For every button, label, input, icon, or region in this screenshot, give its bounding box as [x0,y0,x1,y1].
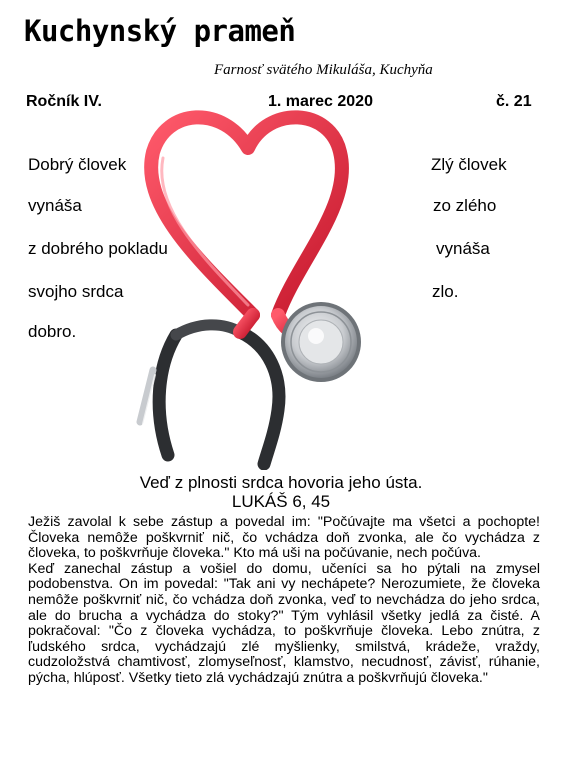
verse-right-line-3: vynáša [436,239,490,258]
verse-left-line-5: dobro. [28,322,77,341]
issue-date: 1. marec 2020 [268,93,373,110]
quote-block [0,473,562,511]
gospel-paragraph-1: Ježiš zavolal k sebe zástup a povedal im: "Počúvajte ma všetci a pochopte! Človeka nemôže poškvrniť nič, čo vchádza doň zvonka, ale čo vychádza z človeka, to poškvrňuje človeka." Kto má uši na počúvanie, nech počúva. [28,514,540,562]
verse-right-line-2: zo zlého [433,196,497,215]
volume-label: Ročník IV. [26,93,102,110]
verse-right-line-1: Zlý človek [431,155,507,174]
newsletter-title: Kuchynský prameň [24,14,296,48]
quote-reference: LUKÁŠ 6, 45 [231,492,331,511]
verse-left-line-1: Dobrý človek [28,155,127,174]
gospel-text [28,515,540,687]
parish-subtitle: Farnosť svätého Mikuláša, Kuchyňa [214,62,433,78]
gospel-paragraph-2: Keď zanechal zástup a vošiel do domu, učeníci sa ho pýtali na zmysel podobenstva. On im povedal: "Tak ani vy nechápete? Nerozumiete, že človeka nemôže poškvrniť nič, čo vchádza doň zvonka, veď to nevchádza do jeho srdca, ale do brucha a vychádza do stoky?" Tým vyhlásil všetky jedlá za čisté. A pokračoval: "Čo z človeka vychádza, to poškvrňuje človeka. Lebo znútra, z ľudského srdca, vychádzajú zlé myšlienky, smilstvá, krádeže, vraždy, cudzoložstvá chamtivosť, zlomyseľnosť, klamstvo, necudnosť, závisť, rúhanie, pýcha, hlúposť. Všetky tieto zlá vychádzajú znútra a poškvrňujú človeka." [28,560,540,686]
verse-left-line-4: svojho srdca [28,282,124,301]
verse-left-line-2: vynáša [28,196,82,215]
verse-right-line-4: zlo. [432,282,459,301]
issue-number: č. 21 [496,93,532,110]
quote-text: Veď z plnosti srdca hovoria jeho ústa. [139,473,423,492]
stethoscope-heart-icon [118,110,428,470]
verse-left-line-3: z dobrého pokladu [28,239,168,258]
